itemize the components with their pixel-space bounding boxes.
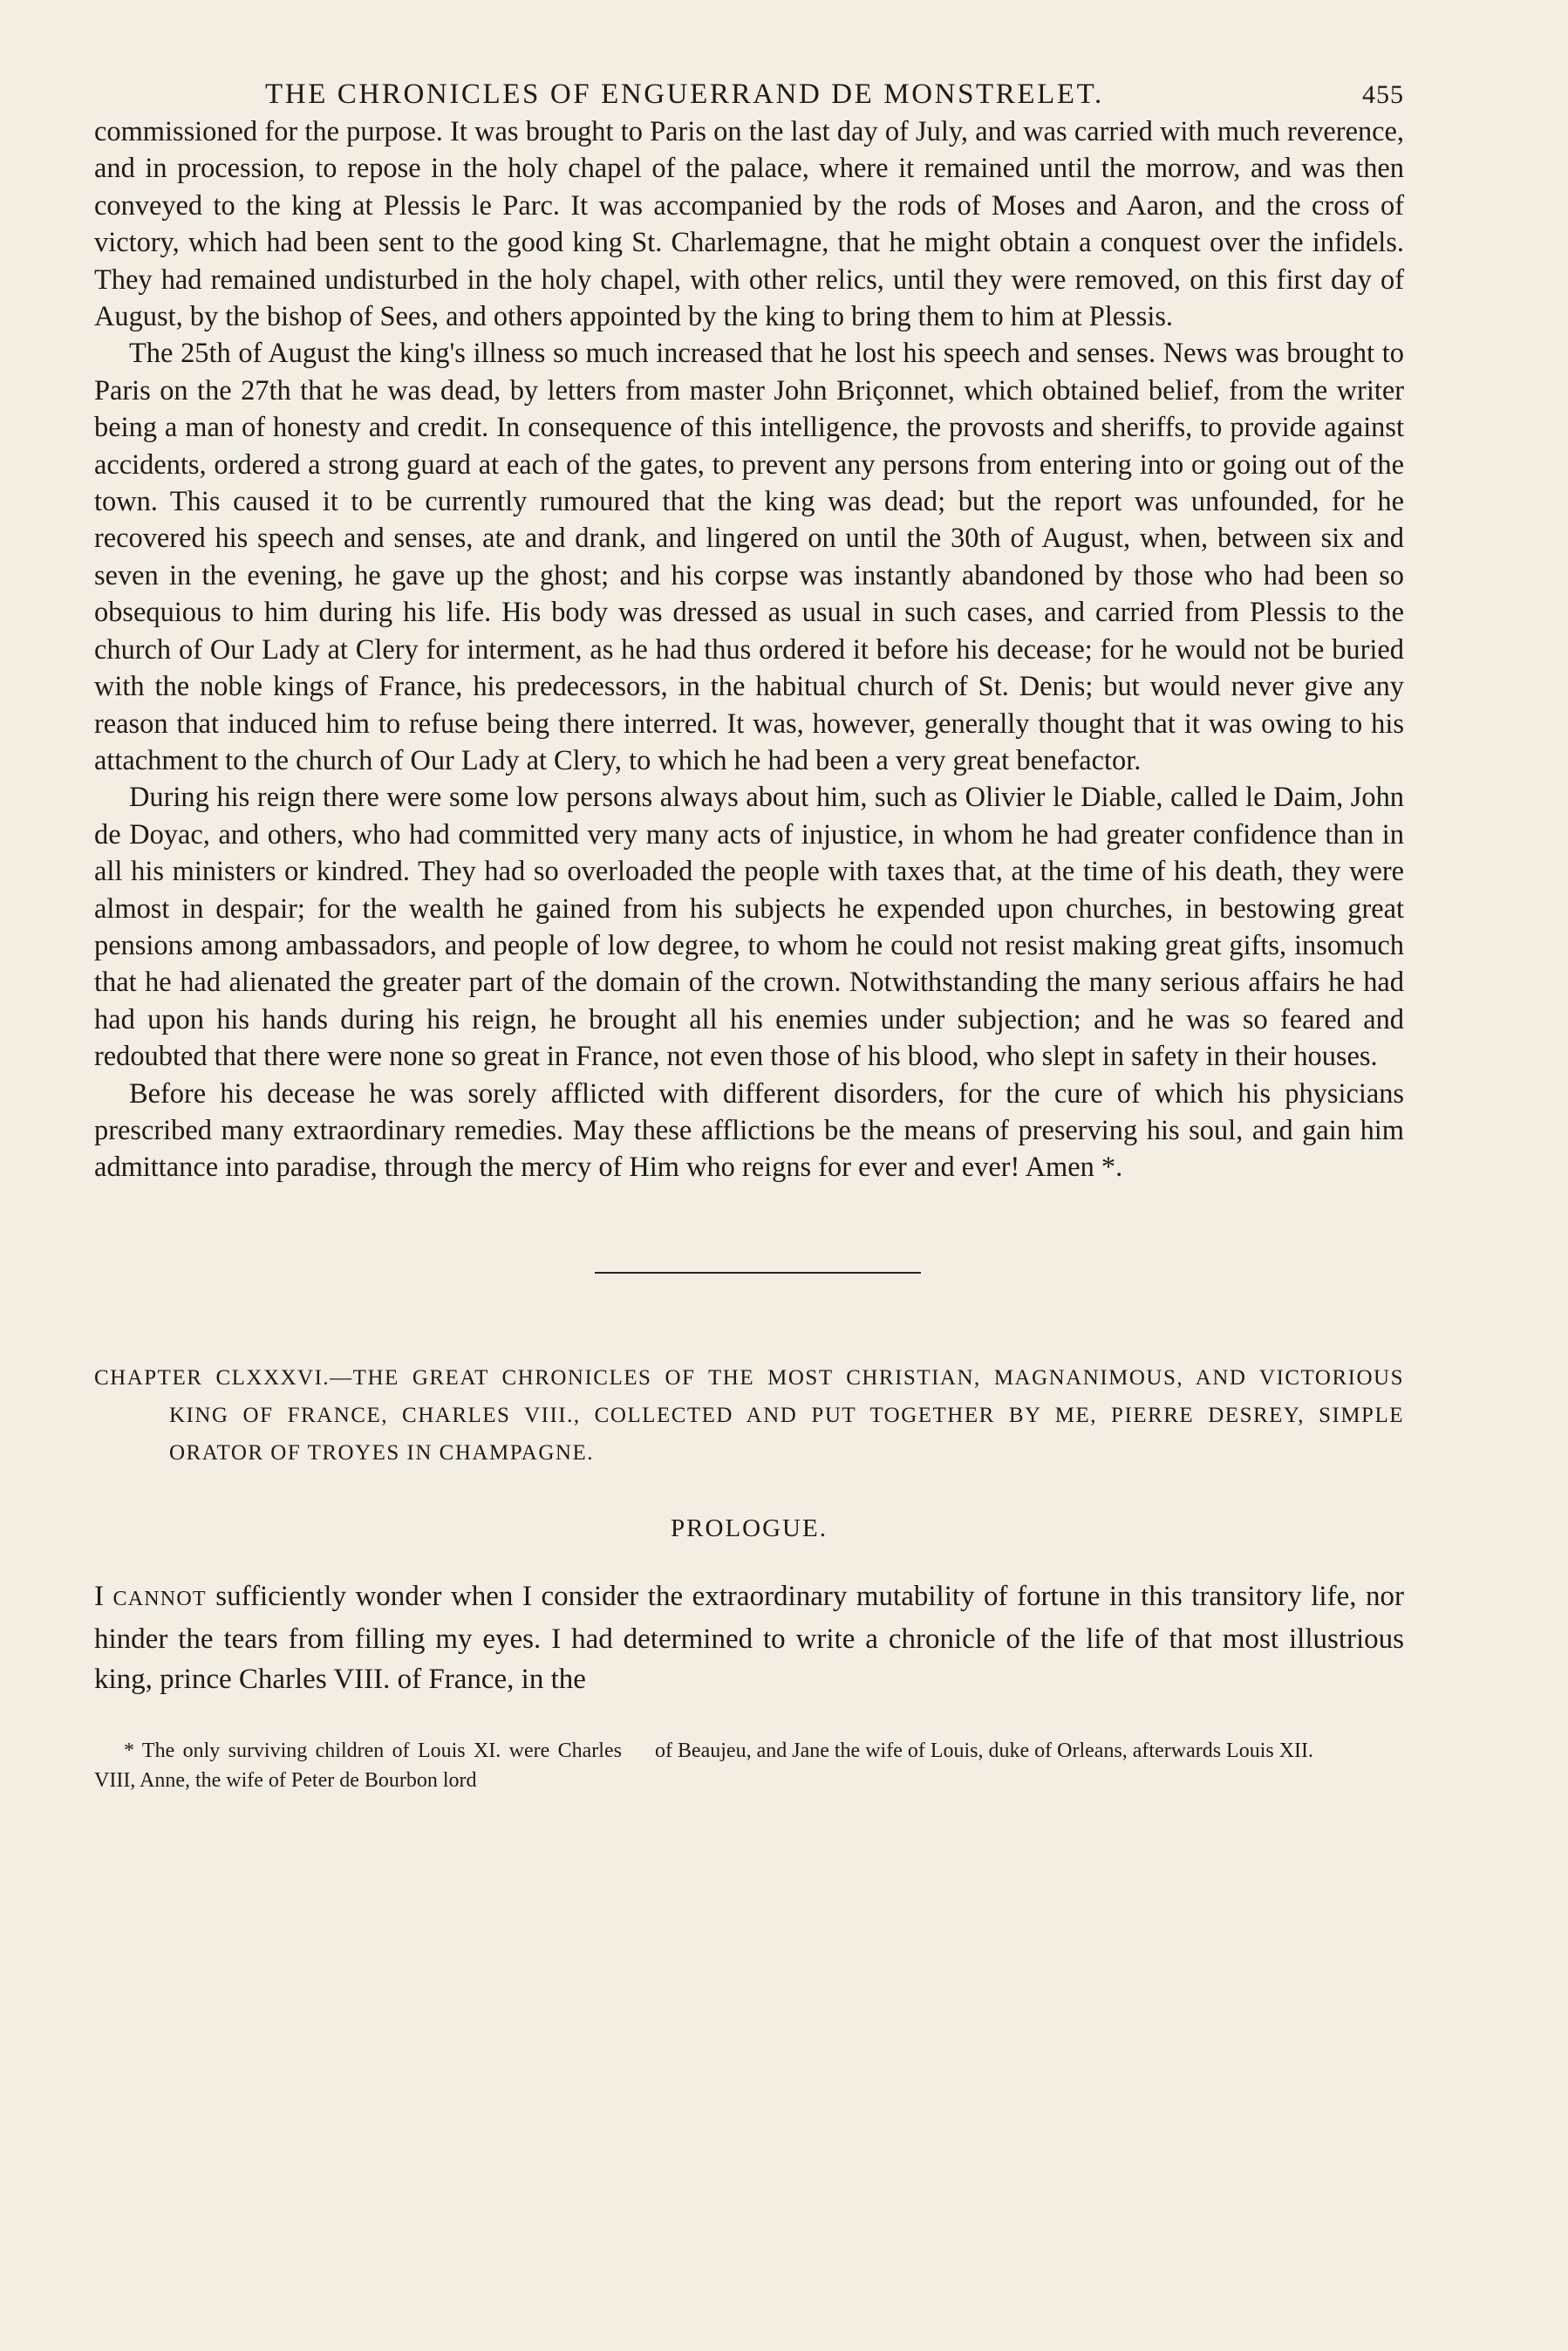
page-number: 455 [1362,80,1404,109]
prologue-paragraph [94,1576,1404,1699]
body-paragraph-2: The 25th of August the king's illness so much increased that he lost his speech and senses. News was brought to Paris on the 27th that he was dead, by letters from master John Briçonnet, which obtained belief, from the writer being a man of honesty and credit. In consequence of this intelligence, the provosts and sheriffs, to provide against accidents, ordered a strong guard at each of the gates, to prevent any persons from entering into or going out of the town. This caused it to be currently rumoured that the king was dead; but the report was unfounded, for he recovered his speech and senses, ate and drank, and lingered on until the 30th of August, when, between six and seven in the evening, he gave up the ghost; and his corpse was instantly abandoned by those who had been so obsequious to him during his life. His body was dressed as usual in such cases, and carried from Plessis to the church of Our Lady at Clery for interment, as he had thus ordered it before his decease; for he would not be buried with the noble kings of France, his predecessors, in the habitual church of St. Denis; but would never give any reason that induced him to refuse being there interred. It was, however, generally thought that it was owing to his attachment to the church of Our Lady at Clery, to which he had been a very great benefactor. [94,338,1404,776]
prologue-opening-word: CANNOT [112,1587,207,1610]
chapter-heading-text: CHAPTER CLXXXVI.—THE GREAT CHRONICLES OF THE MOST CHRISTIAN, MAGNANIMOUS, AND VICTORIOUS KING OF FRANCE, CHARLES VIII., COLLECTED AND PUT TOGETHER BY ME, PIERRE DESREY, SIMPLE ORATOR OF TROYES IN CHAMPAGNE. [94,1365,1404,1465]
body-paragraph-4: Before his decease he was sorely afflicted with different disorders, for the cure of which his physicians prescribed many extraordinary remedies. May these afflictions be the means of preserving his soul, and gain him admittance into paradise, through the mercy of Him who reigns for ever and ever! Amen *. [94,1077,1404,1184]
body-text [94,113,1404,1186]
section-divider [595,1272,921,1274]
body-paragraph-3: During his reign there were some low persons always about him, such as Olivier le Diable, called le Daim, John de Doyac, and others, who had committed very many acts of injustice, in whom he had greater confidence than in all his ministers or kindred. They had so overloaded the people with taxes that, at the time of his death, they were almost in despair; for the wealth he gained from his subjects he expended upon churches, in bestowing great pensions among ambassadors, and people of low degree, to whom he could not resist making great gifts, insomuch that he had alienated the greater part of the domain of the crown. Notwithstanding the many serious affairs he had had upon his hands during his reign, he brought all his enemies under subjection; and he was so feared and redoubted that there were none so great in France, not even those of his blood, who slept in safety in their houses. [94,782,1404,1073]
running-head [94,70,1404,113]
footnote-right-column: of Beaujeu, and Jane the wife of Louis, duke of Orleans, afterwards Louis XII. [654,1739,1314,1762]
prologue-body: sufficiently wonder when I consider the extraordinary mutability of fortune in this transitory life, nor hinder the tears from filling my eyes. I had determined to write a chronicle of the life of that most illustrious king, prince Charles VIII. of France, in the [94,1580,1404,1695]
book-page [94,70,1404,1795]
prologue-title: PROLOGUE. [671,1514,828,1542]
chapter-heading [94,1359,1404,1472]
running-title: THE CHRONICLES OF ENGUERRAND DE MONSTRELET. [265,79,1104,110]
prologue-text [94,1576,1404,1699]
footnote-left-column: * The only surviving children of Louis XI. were Charles VIII, Anne, the wife of Peter de Bourbon lord [94,1739,622,1792]
prologue-initial: I [94,1580,104,1612]
body-paragraph-1: commissioned for the purpose. It was brought to Paris on the last day of July, and was carried with much reverence, and in procession, to repose in the holy chapel of the palace, where it remained until the morrow, and was then conveyed to the king at Plessis le Parc. It was accompanied by the rods of Moses and Aaron, and the cross of victory, which had been sent to the good king St. Charlemagne, that he might obtain a conquest over the infidels. They had remained undisturbed in the holy chapel, with other relics, until they were removed, on this first day of August, by the bishop of Sees, and others appointed by the king to bring them to him at Plessis. [94,116,1404,333]
footnote [94,1736,1404,1795]
